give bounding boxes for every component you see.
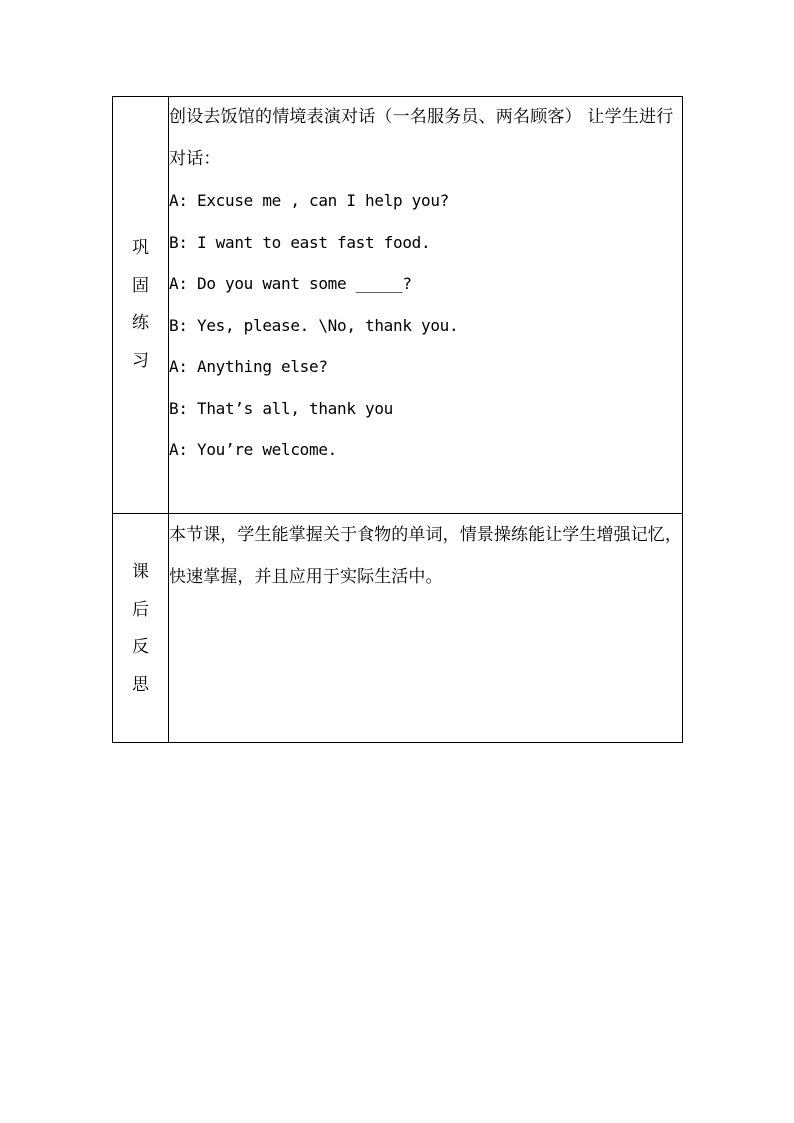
- practice-label-char: 巩: [132, 238, 149, 258]
- practice-label-char: 练: [132, 313, 149, 333]
- practice-label-cell: [113, 97, 169, 514]
- reflection-text: 本节课，学生能掌握关于食物的单词，情景操练能让学生增强记忆，快速掌握，并且应用于实际生活中。: [169, 525, 682, 587]
- dialogue-line: A: Excuse me , can I help you?: [169, 191, 449, 210]
- reflection-content-cell: [169, 514, 683, 743]
- reflection-label-char: 课: [132, 562, 149, 582]
- dialogue-line: B: I want to east fast food.: [169, 232, 431, 252]
- reflection-label-cell: [113, 514, 169, 743]
- dialogue-line: A: Anything else?: [169, 357, 328, 376]
- practice-content-cell: [169, 97, 683, 514]
- practice-label-char: 习: [132, 350, 149, 371]
- dialogue-list: [169, 180, 682, 471]
- practice-label: [113, 230, 168, 380]
- dialogue-line: B: Yes, please. \No, thank you.: [169, 315, 459, 335]
- dialogue-line: B: That’s all, thank you: [169, 398, 393, 418]
- dialogue-line: A: You’re welcome.: [169, 440, 337, 459]
- reflection-label-char: 反: [132, 637, 149, 657]
- lesson-plan-table: [112, 96, 683, 743]
- practice-label-char: 固: [132, 275, 149, 296]
- reflection-label-char: 后: [132, 599, 149, 620]
- reflection-row: [113, 514, 683, 743]
- reflection-label-char: 思: [132, 674, 149, 695]
- practice-row: [113, 97, 683, 514]
- practice-intro: 创设去饭馆的情境表演对话（一名服务员、两名顾客） 让学生进行对话：: [169, 107, 674, 169]
- dialogue-line: A: Do you want some _____?: [169, 274, 412, 293]
- reflection-label: [113, 554, 168, 704]
